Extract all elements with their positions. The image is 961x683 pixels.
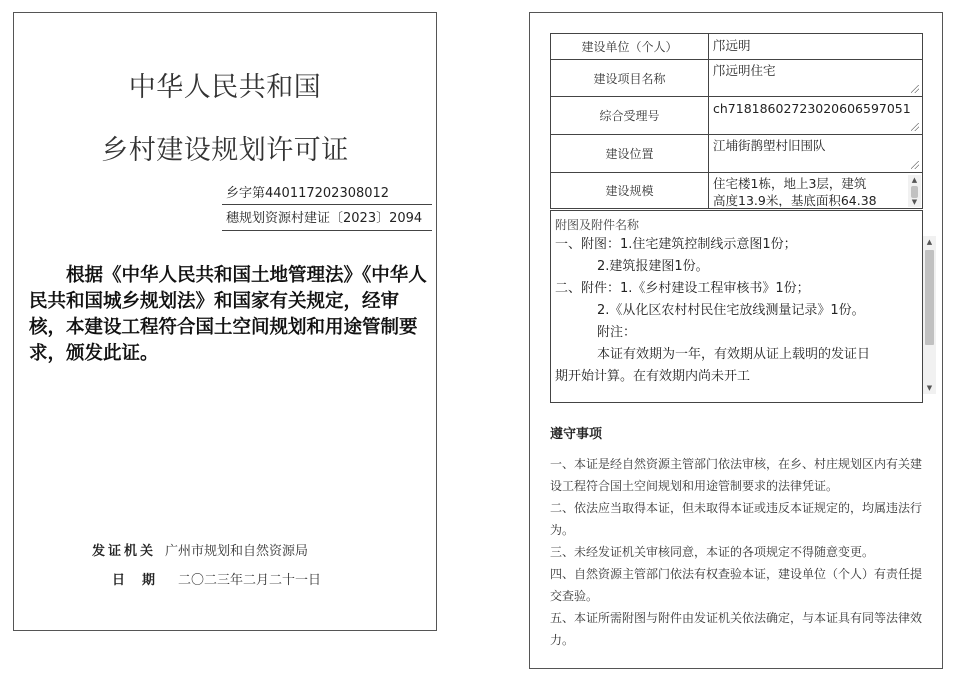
attachments-label: 附图及附件名称 bbox=[555, 218, 640, 232]
resize-handle-icon[interactable] bbox=[911, 85, 919, 93]
attachment-line: 附注： bbox=[597, 325, 637, 340]
issue-date-label-b: 期 bbox=[142, 573, 156, 588]
resize-handle-icon[interactable] bbox=[911, 123, 919, 131]
scroll-down-icon[interactable]: ▼ bbox=[926, 384, 933, 392]
field-cell bbox=[709, 34, 923, 60]
build-scale-field[interactable] bbox=[713, 175, 921, 207]
project-name-field[interactable] bbox=[713, 62, 921, 95]
acceptance-number-value: ch71818602723020606597051 bbox=[713, 100, 911, 116]
resize-handle-icon[interactable] bbox=[911, 161, 919, 169]
notice-item: 五、本证所需附图与附件由发证机关依法确定，与本证具有同等法律效力。 bbox=[550, 611, 923, 647]
certificate-statement bbox=[29, 263, 429, 367]
field-cell bbox=[709, 135, 923, 173]
builder-name-field[interactable]: 邝远明 bbox=[713, 37, 751, 53]
scrollbar[interactable] bbox=[908, 175, 921, 207]
certificate-title: 乡村建设规划许可证 bbox=[101, 135, 349, 166]
certificate-country-title: 中华人民共和国 bbox=[128, 72, 322, 103]
certificate-statement-text: 根据《中华人民共和国土地管理法》《中华人民共和国城乡规划法》和国家有关规定，经审核，本建设工程符合国土空间规划和用途管制要求，颁发此证。 bbox=[29, 265, 427, 364]
scroll-down-icon[interactable]: ▼ bbox=[911, 197, 918, 206]
notice-list bbox=[550, 453, 928, 651]
issue-date-label bbox=[112, 569, 172, 588]
attachment-line: 本证有效期为一年，有效期从证上载明的发证日 bbox=[597, 347, 871, 362]
certificate-detail-page bbox=[529, 12, 943, 669]
field-cell bbox=[709, 173, 923, 209]
attachments-textarea[interactable] bbox=[555, 234, 907, 399]
field-cell bbox=[709, 97, 923, 135]
scroll-thumb[interactable] bbox=[925, 250, 934, 345]
permit-number-bureau: 穗规划资源村建证〔2023〕2094 bbox=[222, 207, 432, 231]
issue-date-value: 二〇二三年二月二十一日 bbox=[178, 573, 322, 588]
attachment-line: 2.建筑报建图1份。 bbox=[597, 259, 709, 274]
issuer-label: 发证机关 bbox=[92, 544, 157, 559]
scroll-up-icon[interactable]: ▲ bbox=[911, 175, 918, 184]
notice-item: 三、未经发证机关审核同意，本证的各项规定不得随意变更。 bbox=[550, 545, 875, 559]
field-label: 建设单位（个人） bbox=[551, 34, 709, 60]
issuer-value: 广州市规划和自然资源局 bbox=[165, 544, 309, 559]
build-location-value: 江埔街鹊塱村旧围队 bbox=[713, 137, 826, 153]
attachment-line: 一、附图：1.住宅建筑控制线示意图1份； bbox=[555, 237, 797, 252]
table-row bbox=[551, 135, 923, 173]
build-location-field[interactable] bbox=[713, 137, 921, 171]
attachments-scrollbar[interactable] bbox=[923, 236, 936, 394]
field-label: 建设规模 bbox=[551, 173, 709, 209]
table-row bbox=[551, 97, 923, 135]
project-info-table bbox=[550, 33, 923, 209]
notice-item: 一、本证是经自然资源主管部门依法审核，在乡、村庄规划区内有关建设工程符合国土空间规划和用途管制要求的法律凭证。 bbox=[550, 457, 923, 493]
table-row bbox=[551, 173, 923, 209]
field-cell bbox=[709, 60, 923, 97]
issue-date-row bbox=[112, 569, 321, 588]
build-scale-line: 住宅楼1栋，地上3层，建筑 bbox=[713, 175, 867, 191]
attachment-line: 2.《从化区农村村民住宅放线测量记录》1份。 bbox=[597, 303, 865, 318]
notice-item: 二、依法应当取得本证，但未取得本证或违反本证规定的，均属违法行为。 bbox=[550, 501, 923, 537]
notice-item: 四、自然资源主管部门依法有权查验本证，建设单位（个人）有责任提交查验。 bbox=[550, 567, 923, 603]
scroll-up-icon[interactable]: ▲ bbox=[926, 238, 933, 246]
issuer-row bbox=[92, 540, 308, 559]
table-row bbox=[551, 34, 923, 60]
project-name-value: 邝远明住宅 bbox=[713, 62, 776, 78]
table-row bbox=[551, 60, 923, 97]
notice-title: 遵守事项 bbox=[550, 427, 603, 442]
field-label: 建设项目名称 bbox=[551, 60, 709, 97]
attachment-line: 期开始计算。在有效期内尚未开工 bbox=[555, 369, 751, 384]
acceptance-number-field[interactable] bbox=[713, 99, 921, 133]
certificate-front-page bbox=[13, 12, 437, 631]
permit-number-township: 乡字第440117202308012 bbox=[222, 183, 432, 205]
attachment-line: 二、附件：1.《乡村建设工程审核书》1份； bbox=[555, 281, 810, 296]
issue-date-label-a: 日 bbox=[112, 573, 126, 588]
build-scale-line: 高度13.9米，基底面积64.38 bbox=[713, 192, 877, 207]
field-label: 建设位置 bbox=[551, 135, 709, 173]
field-label: 综合受理号 bbox=[551, 97, 709, 135]
attachments-box bbox=[550, 210, 923, 403]
